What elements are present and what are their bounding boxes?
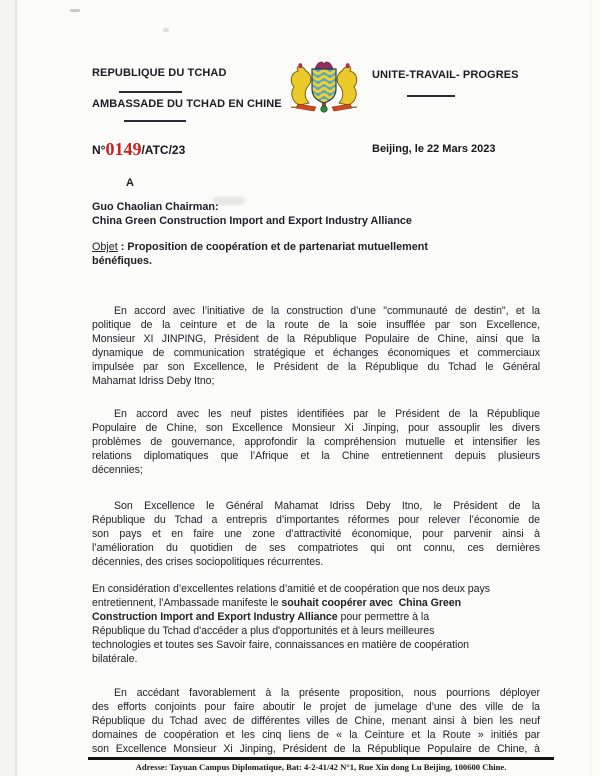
subject-line — [92, 240, 558, 268]
text-line — [92, 742, 540, 756]
addressee-salutation: A — [126, 177, 134, 189]
text-segment: Monsieur XI JINPING, Président de la République Populaire de Chine, ainsi que la — [92, 333, 540, 345]
reference-value: 0149 — [105, 139, 142, 159]
scan-speck — [163, 28, 169, 32]
text-segment: son pays et en faire une zone d’attractivité économique, pour parvenir ainsi à — [92, 528, 540, 540]
text-line — [92, 332, 540, 346]
chad-coat-of-arms-icon — [286, 59, 362, 115]
embassy-underline — [124, 120, 186, 122]
text-line — [92, 421, 540, 435]
text-line — [92, 360, 540, 374]
text-segment: Proposition de coopération et de partenariat mutuellement — [127, 241, 428, 253]
republic-title: REPUBLIQUE DU TCHAD — [92, 67, 227, 79]
motto-underline — [407, 95, 455, 97]
text-segment: En accord avec l’initiative de la construction d’une "communauté de destin", et la — [114, 305, 540, 317]
text-line — [92, 407, 540, 421]
text-segment: bilatérale. — [92, 653, 138, 665]
text-line — [92, 582, 540, 596]
scan-edge-right-line — [590, 0, 591, 776]
text-line — [92, 318, 540, 332]
text-line — [92, 555, 540, 569]
text-segment: Mahamat Idriss Deby Itno; — [92, 375, 215, 387]
text-segment: problèmes de gouvernance, approfondir la compréhension mutuelle et intensifier les — [92, 436, 540, 448]
text-line — [92, 596, 540, 610]
reference-number — [92, 139, 185, 160]
text-segment: souhait coopérer avec China Green — [281, 597, 462, 609]
text-segment: : — [117, 241, 128, 253]
text-line — [92, 728, 540, 742]
text-segment: En accord avec les neuf pistes identifiées par le Président de la République — [114, 408, 540, 420]
addressee-name: Guo Chaolian Chairman: — [92, 201, 219, 213]
text-segment: domaines de coopération et les cinq liens de « la Ceinture et la Route » initiés par — [92, 729, 540, 741]
text-segment: Objet — [92, 241, 118, 253]
text-line — [92, 686, 540, 700]
paragraph — [92, 499, 540, 569]
text-segment: Construction Import and Export Industry Alliance — [92, 611, 338, 623]
text-segment: dynamique de communication stratégique et échanges économiques et commerciaux — [92, 347, 540, 359]
addressee-organization: China Green Construction Import and Export Industry Alliance — [92, 215, 412, 227]
text-segment: relations diplomatiques que l’Afrique et la Chine entretiennent depuis plusieurs — [92, 450, 540, 462]
text-segment: En accédant favorablement à la présente proposition, nous pourrions déployer — [114, 687, 540, 699]
text-segment: décennies; — [92, 464, 143, 476]
text-segment: entretiennent, l’Ambassade manifeste le — [92, 597, 282, 609]
text-segment: politique de la ceinture et de la route de la soie insufflée par son Excellence, — [92, 319, 540, 331]
reference-prefix: N° — [92, 143, 106, 157]
text-segment: Populaire de Chine, son Excellence Monsieur Xi Jinping, pour assouplir les divers — [92, 422, 540, 434]
scan-edge-margin — [0, 0, 15, 776]
text-line — [92, 240, 558, 254]
text-segment: technologies et toutes ses Savoir faire, connaissances en matière de coopération — [92, 639, 470, 651]
text-line — [92, 374, 540, 388]
text-segment: République du Tchad d'accéder a plus d'opportunités et à leurs meilleures — [92, 625, 435, 637]
text-line — [92, 463, 540, 477]
letter-body — [92, 304, 540, 756]
dateline: Beijing, le 22 Mars 2023 — [372, 143, 496, 155]
footer-address: Adresse: Tayuan Campus Diplomatique, Bat: 4-2-41/42 N°1, Rue Xin dong Lu Beijing, 100600 Chine. — [135, 762, 507, 772]
text-segment: République du Tchad a entrepris d’importantes réformes pour relever l’économie de — [92, 514, 540, 526]
text-line — [92, 700, 540, 714]
paragraph — [92, 582, 540, 666]
text-segment: Son Excellence le Général Mahamat Idriss Deby Itno, le Président de la — [114, 500, 540, 512]
text-segment: impulsée par son Excellence, le Président de la République du Tchad le Général — [92, 361, 540, 373]
scan-edge-left-line — [15, 0, 17, 776]
paragraph — [92, 407, 540, 477]
text-segment: En considération d’excellentes relations d’amitié et de coopération que nos deux pays — [92, 583, 490, 595]
text-line — [92, 610, 540, 624]
scan-speck — [70, 9, 80, 12]
republic-underline — [119, 91, 182, 93]
text-segment: République du Tchad avec de différentes villes de Chine, menant ainsi à bien les neuf — [92, 715, 540, 727]
text-line — [92, 714, 540, 728]
paragraph — [92, 686, 540, 756]
text-line — [92, 435, 540, 449]
text-line — [92, 346, 540, 360]
text-line — [92, 527, 540, 541]
footer-rule — [88, 757, 554, 760]
text-line — [92, 499, 540, 513]
text-line — [92, 304, 540, 318]
reference-suffix: /ATC/23 — [141, 143, 186, 157]
embassy-title: AMBASSADE DU TCHAD EN CHINE — [92, 98, 282, 110]
text-line — [92, 254, 558, 268]
text-segment: décennies, des crises sociopolitiques récurrentes. — [92, 556, 324, 568]
text-line — [92, 638, 540, 652]
text-line — [92, 652, 540, 666]
text-segment: des efforts conjoints pour faire aboutir le projet de jumelage d’une des ville de la — [92, 701, 540, 713]
text-line — [92, 541, 540, 555]
text-line — [92, 513, 540, 527]
text-segment: son Excellence Monsieur Xi Jinping, Président de la République Populaire de Chine, à — [92, 743, 540, 755]
paragraph — [92, 304, 540, 388]
text-segment: bénéfiques. — [92, 255, 152, 267]
text-line — [92, 449, 540, 463]
text-segment: pour permettre à la — [337, 611, 430, 623]
text-line — [92, 624, 540, 638]
motto-title: UNITE-TRAVAIL- PROGRES — [372, 69, 519, 81]
text-segment: l’amélioration du quotidien de ses compatriotes qui ont connu, ces dernières — [92, 542, 540, 554]
